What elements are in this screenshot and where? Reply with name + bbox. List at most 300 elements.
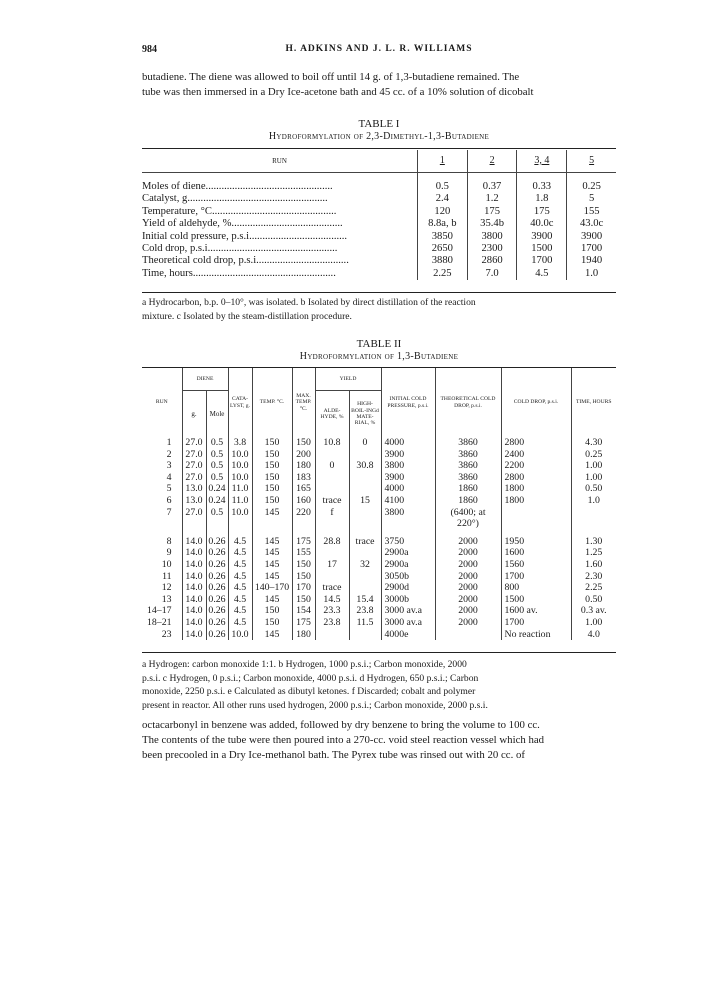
cell-value: 0.25	[567, 181, 616, 193]
table1-row	[142, 243, 616, 255]
cell-value: 120	[417, 206, 467, 218]
cell-value: 23.3	[315, 605, 349, 617]
cell-value: 4000e	[381, 629, 435, 641]
cell-value	[501, 518, 571, 530]
cell-value: 14–17	[147, 605, 172, 617]
cell-value: 150	[252, 449, 292, 461]
cell-value: 5	[166, 483, 172, 495]
cell-value: 1.0	[571, 495, 616, 507]
table1-top-rule	[142, 148, 616, 149]
cell-value: 145	[252, 629, 292, 641]
cell-value: 4.5	[517, 268, 567, 280]
cell-value: 1600	[501, 547, 571, 559]
cell-value: 15	[349, 495, 381, 507]
table2-row	[142, 472, 616, 484]
cell-value: 17	[315, 559, 349, 571]
cell-value	[315, 483, 349, 495]
cell-value: 150	[252, 472, 292, 484]
table2-body	[142, 437, 616, 640]
row-label: Theoretical cold drop, p.s.i...................................	[142, 255, 349, 267]
cell-value	[435, 629, 501, 641]
cell-value: 1.00	[571, 472, 616, 484]
footnote-line: a Hydrocarbon, b.p. 0–10°, was isolated. b Isolated by direct distillation of the reaction	[142, 297, 476, 308]
cell-value: 14.0	[182, 582, 206, 594]
text-line: The contents of the tube were then poured into a 270-cc. void steel reaction vessel which had	[142, 734, 545, 746]
cell-value: 0.26	[206, 547, 228, 559]
table2-row	[142, 449, 616, 461]
cell-value: 3860	[435, 437, 501, 449]
cell-value	[315, 629, 349, 641]
table1-run-col: 1	[417, 150, 467, 173]
cell-value: 1940	[567, 255, 616, 267]
cell-value: 2800	[501, 437, 571, 449]
cell-value: 4.5	[228, 605, 252, 617]
text-line: been precooled in a Dry Ice-methanol bath. The Pyrex tube was rinsed out with 20 cc. of	[142, 749, 525, 761]
table2-row	[142, 617, 616, 629]
cell-value	[315, 449, 349, 461]
cell-value: 1860	[435, 483, 501, 495]
cell-value: 220°)	[435, 518, 501, 530]
cell-value: 1.25	[571, 547, 616, 559]
cell-value: 14.0	[182, 559, 206, 571]
cell-value	[206, 518, 228, 530]
cell-value: 155	[567, 206, 616, 218]
running-head: H. ADKINS AND J. L. R. WILLIAMS	[285, 44, 473, 54]
cell-value: 150	[292, 559, 315, 571]
cell-value: 150	[252, 460, 292, 472]
cell-value: 1	[166, 437, 172, 448]
row-label: Cold drop, p.s.i.................................................	[142, 243, 338, 255]
cell-value: 2800	[501, 472, 571, 484]
cell-value: 3.8	[228, 437, 252, 449]
cell-value	[315, 571, 349, 583]
cell-value: 2200	[501, 460, 571, 472]
cell-value: 145	[252, 507, 292, 519]
cell-value: 175	[292, 536, 315, 548]
cell-value: 150	[292, 571, 315, 583]
table2-footnote	[142, 658, 616, 712]
cell-value: trace	[315, 582, 349, 594]
cell-value: 180	[292, 629, 315, 641]
cell-value: trace	[315, 495, 349, 507]
cell-value: 27.0	[182, 507, 206, 519]
table1-subtitle: Hydroformylation of 2,3-Dimethyl-1,3-Butadiene	[268, 131, 490, 142]
cell-value: 13.0	[182, 483, 206, 495]
cell-value: 2.25	[417, 268, 467, 280]
cell-value: 2300	[467, 243, 517, 255]
cell-value: 3000 av.a	[381, 605, 435, 617]
cell-value: 1600 av.	[501, 605, 571, 617]
cell-value: 10.8	[315, 437, 349, 449]
cell-value: 1860	[435, 495, 501, 507]
cell-value	[571, 507, 616, 519]
footnote-line: monoxide, 2250 p.s.i. e Calculated as dibutyl ketones. f Discarded; cobalt and polymer	[142, 686, 476, 697]
cell-value: 5	[567, 193, 616, 205]
cell-value: 1.0	[567, 268, 616, 280]
cell-value: 14.0	[182, 605, 206, 617]
cell-value: 2650	[417, 243, 467, 255]
table1-title: TABLE I	[358, 118, 400, 130]
cell-value: 3050b	[381, 571, 435, 583]
cell-value: 2400	[501, 449, 571, 461]
cell-value: 27.0	[182, 472, 206, 484]
closing-paragraph	[142, 718, 616, 763]
col-cold-drop: COLD DROP, p.s.i.	[501, 368, 571, 437]
cell-value	[315, 518, 349, 530]
text-line: butadiene. The diene was allowed to boil off until 14 g. of 1,3-butadiene remained. The	[142, 71, 520, 83]
cell-value: 1700	[567, 243, 616, 255]
cell-value: 3860	[435, 472, 501, 484]
footnote-line: present in reactor. All other runs used hydrogen, 2000 p.s.i.; Carbon monoxide, 2000 p.s.i.	[142, 699, 488, 711]
cell-value: 3900	[517, 231, 567, 243]
table1-run-col: 3, 4	[517, 150, 567, 173]
cell-value	[315, 472, 349, 484]
cell-value: 11.5	[349, 617, 381, 629]
intro-paragraph	[142, 70, 616, 100]
cell-value: 2.25	[571, 582, 616, 594]
cell-value: f	[315, 507, 349, 519]
cell-value	[381, 518, 435, 530]
cell-value: 1.8	[517, 193, 567, 205]
table2-row	[142, 629, 616, 641]
cell-value: 3750	[381, 536, 435, 548]
footnote-line: p.s.i. c Hydrogen, 0 p.s.i.; Carbon monoxide, 4000 p.s.i. d Hydrogen, 650 p.s.i.; Carbon	[142, 672, 479, 684]
footnote-line: a Hydrogen: carbon monoxide 1:1. b Hydrogen, 1000 p.s.i.; Carbon monoxide, 2000	[142, 659, 467, 670]
cell-value: 1700	[517, 255, 567, 267]
cell-value: 13.0	[182, 495, 206, 507]
col-theoretical-drop: THEORETICAL COLD DROP, p.s.i.	[435, 368, 501, 437]
cell-value: 10.0	[228, 449, 252, 461]
cell-value: 145	[252, 571, 292, 583]
cell-value: 175	[467, 206, 517, 218]
cell-value	[349, 472, 381, 484]
table2-row	[142, 582, 616, 594]
table2-row	[142, 507, 616, 519]
cell-value: 160	[292, 495, 315, 507]
text-line: tube was then immersed in a Dry Ice-acetone bath and 45 cc. of a 10% solution of dicobalt	[142, 86, 534, 98]
cell-value: 4100	[381, 495, 435, 507]
cell-value	[349, 629, 381, 641]
cell-value	[349, 518, 381, 530]
cell-value: 2000	[435, 594, 501, 606]
row-label: Initial cold pressure, p.s.i.....................................	[142, 230, 348, 242]
cell-value: 3860	[435, 449, 501, 461]
cell-value: 3900	[567, 231, 616, 243]
cell-value: 154	[292, 605, 315, 617]
footnote-line: mixture. c Isolated by the steam-distillation procedure.	[142, 310, 352, 322]
cell-value: 140–170	[252, 582, 292, 594]
cell-value: 170	[292, 582, 315, 594]
cell-value: 220	[292, 507, 315, 519]
cell-value: 0.26	[206, 571, 228, 583]
text-line: octacarbonyl in benzene was added, followed by dry benzene to bring the volume to 100 cc.	[142, 719, 540, 731]
cell-value: 0	[349, 437, 381, 449]
col-max-temp: MAX. TEMP. °C.	[292, 368, 315, 437]
table1-row	[142, 218, 616, 230]
cell-value: 3000 av.a	[381, 617, 435, 629]
cell-value: 10.0	[228, 507, 252, 519]
cell-value: 150	[252, 437, 292, 449]
cell-value: 150	[252, 605, 292, 617]
cell-value: 23.8	[315, 617, 349, 629]
cell-value	[501, 507, 571, 519]
cell-value: 3000b	[381, 594, 435, 606]
cell-value: 23.8	[349, 605, 381, 617]
cell-value: 0.5	[206, 460, 228, 472]
cell-value: 0.25	[571, 449, 616, 461]
cell-value: 0.37	[467, 181, 517, 193]
cell-value: 11.0	[228, 495, 252, 507]
cell-value: 32	[349, 559, 381, 571]
cell-value: 145	[252, 559, 292, 571]
table1-row	[142, 231, 616, 243]
cell-value: 10	[161, 558, 172, 570]
cell-value: 0.5	[206, 449, 228, 461]
cell-value: 3850	[417, 231, 467, 243]
cell-value: 0.26	[206, 582, 228, 594]
cell-value: 4	[166, 471, 172, 483]
cell-value: 3	[166, 460, 172, 472]
cell-value: 0.5	[206, 437, 228, 449]
table1	[142, 150, 616, 280]
cell-value: 2000	[435, 547, 501, 559]
cell-value: 0.26	[206, 536, 228, 548]
cell-value: 3800	[467, 231, 517, 243]
cell-value: 2000	[435, 582, 501, 594]
cell-value: 2900a	[381, 559, 435, 571]
col-yield: YIELD	[315, 368, 381, 391]
table2-row	[142, 559, 616, 571]
cell-value: No reaction	[501, 629, 571, 641]
cell-value: 2000	[435, 605, 501, 617]
cell-value: 0.24	[206, 495, 228, 507]
table1-run-col: 5	[567, 150, 616, 173]
cell-value: 3880	[417, 255, 467, 267]
cell-value: 15.4	[349, 594, 381, 606]
cell-value: 9	[166, 547, 172, 559]
cell-value: 23	[161, 628, 172, 640]
cell-value	[315, 547, 349, 559]
cell-value: 1950	[501, 536, 571, 548]
cell-value: 4.5	[228, 571, 252, 583]
row-label: Catalyst, g.....................................................	[142, 193, 328, 205]
table1-row	[142, 193, 616, 205]
table2-row	[142, 605, 616, 617]
cell-value	[571, 518, 616, 530]
cell-value: (6400; at	[435, 507, 501, 519]
table1-run-header: RUN	[142, 150, 417, 173]
table1-run-col: 2	[467, 150, 517, 173]
cell-value	[349, 547, 381, 559]
table2-row	[142, 536, 616, 548]
cell-value: 4.5	[228, 617, 252, 629]
cell-value: 1.60	[571, 559, 616, 571]
cell-value: 0.5	[206, 507, 228, 519]
cell-value: 27.0	[182, 449, 206, 461]
cell-value: 3800	[381, 460, 435, 472]
cell-value: 1560	[501, 559, 571, 571]
cell-value: 1.30	[571, 536, 616, 548]
col-aldehyde: ALDE-HYDE, %	[315, 391, 349, 438]
cell-value: 2000	[435, 536, 501, 548]
cell-value: 3800	[381, 507, 435, 519]
table2-title: TABLE II	[356, 338, 402, 350]
cell-value: 4000	[381, 437, 435, 449]
cell-value: 14.5	[315, 594, 349, 606]
cell-value: 2000	[435, 571, 501, 583]
cell-value	[142, 518, 182, 530]
cell-value: 30.8	[349, 460, 381, 472]
cell-value: 150	[252, 483, 292, 495]
cell-value: 3860	[435, 460, 501, 472]
table2-row	[142, 518, 616, 530]
cell-value: 35.4b	[467, 218, 517, 230]
table2-row	[142, 571, 616, 583]
cell-value: trace	[349, 536, 381, 548]
cell-value	[349, 483, 381, 495]
cell-value: 0.26	[206, 629, 228, 641]
col-temp: TEMP. °C.	[252, 368, 292, 437]
cell-value: 2860	[467, 255, 517, 267]
cell-value: 40.0c	[517, 218, 567, 230]
cell-value: 10.0	[228, 629, 252, 641]
cell-value: 0.26	[206, 594, 228, 606]
table1-bottom-rule	[142, 292, 616, 293]
cell-value: 1.00	[571, 617, 616, 629]
cell-value: 0.3 av.	[571, 605, 616, 617]
cell-value: 1700	[501, 617, 571, 629]
cell-value: 0.24	[206, 483, 228, 495]
cell-value: 145	[252, 594, 292, 606]
cell-value: 2.4	[417, 193, 467, 205]
cell-value: 6	[166, 494, 172, 506]
row-label: Yield of aldehyde, %..........................................	[142, 218, 343, 230]
cell-value: 13	[161, 593, 172, 605]
cell-value: 0.50	[571, 594, 616, 606]
cell-value: 165	[292, 483, 315, 495]
cell-value: 2.30	[571, 571, 616, 583]
table1-body	[142, 181, 616, 280]
cell-value: 145	[252, 536, 292, 548]
cell-value	[252, 518, 292, 530]
cell-value: 4.30	[571, 437, 616, 449]
cell-value: 150	[252, 617, 292, 629]
col-time: TIME, HOURS	[571, 368, 616, 437]
cell-value: 28.8	[315, 536, 349, 548]
table1-row	[142, 181, 616, 193]
cell-value: 2000	[435, 617, 501, 629]
table2-row	[142, 460, 616, 472]
cell-value: 1.00	[571, 460, 616, 472]
cell-value: 183	[292, 472, 315, 484]
cell-value: 14.0	[182, 617, 206, 629]
cell-value	[349, 582, 381, 594]
cell-value: 0.5	[206, 472, 228, 484]
cell-value: 27.0	[182, 460, 206, 472]
cell-value: 150	[292, 437, 315, 449]
cell-value: 10.0	[228, 472, 252, 484]
table2-row	[142, 437, 616, 449]
cell-value: 43.0c	[567, 218, 616, 230]
cell-value: 0	[315, 460, 349, 472]
cell-value: 145	[252, 547, 292, 559]
cell-value: 0.26	[206, 559, 228, 571]
cell-value: 175	[517, 206, 567, 218]
table2-row	[142, 495, 616, 507]
cell-value: 1500	[501, 594, 571, 606]
cell-value: 1700	[501, 571, 571, 583]
col-high-boiling: HIGH-BOIL-INGd MATE-RIAL, %	[349, 391, 381, 438]
cell-value: 4000	[381, 483, 435, 495]
col-initial-pressure: INITIAL COLD PRESSURE, p.s.i.	[381, 368, 435, 437]
col-run: RUN	[155, 399, 168, 406]
cell-value: 14.0	[182, 536, 206, 548]
cell-value: 4.5	[228, 559, 252, 571]
cell-value: 7	[166, 506, 172, 518]
table2-row	[142, 483, 616, 495]
cell-value: 12	[161, 582, 172, 594]
table1-row	[142, 268, 616, 280]
cell-value: 14.0	[182, 547, 206, 559]
cell-value: 4.5	[228, 536, 252, 548]
cell-value	[228, 518, 252, 530]
cell-value: 150	[292, 594, 315, 606]
cell-value: 3900	[381, 449, 435, 461]
cell-value: 0.50	[571, 483, 616, 495]
cell-value: 0.33	[517, 181, 567, 193]
cell-value: 175	[292, 617, 315, 629]
row-label: Moles of diene................................................	[142, 181, 333, 192]
cell-value: 11.0	[228, 483, 252, 495]
row-label: Temperature, °C...............................................	[142, 205, 337, 217]
cell-value	[349, 449, 381, 461]
table1-row	[142, 206, 616, 218]
cell-value: 155	[292, 547, 315, 559]
table2-bottom-rule	[142, 652, 616, 653]
col-g: g.	[182, 391, 206, 438]
cell-value: 4.5	[228, 582, 252, 594]
cell-value	[349, 571, 381, 583]
cell-value: 27.0	[182, 437, 206, 449]
col-diene: DIENE	[182, 368, 228, 391]
cell-value: 4.5	[228, 547, 252, 559]
cell-value: 150	[252, 495, 292, 507]
cell-value: 1.2	[467, 193, 517, 205]
table1-row	[142, 255, 616, 267]
cell-value: 2900a	[381, 547, 435, 559]
cell-value: 1800	[501, 495, 571, 507]
table2-row	[142, 547, 616, 559]
cell-value: 14.0	[182, 629, 206, 641]
col-catalyst: CATA-LYST, g.	[228, 368, 252, 437]
table1-footnote	[142, 296, 616, 323]
row-label: Time, hours......................................................	[142, 267, 336, 279]
cell-value: 0.5	[417, 181, 467, 193]
cell-value: 10.0	[228, 460, 252, 472]
cell-value: 8	[166, 535, 172, 547]
cell-value: 1500	[517, 243, 567, 255]
cell-value: 18–21	[147, 616, 172, 628]
cell-value: 180	[292, 460, 315, 472]
table2-subtitle: Hydroformylation of 1,3-Butadiene	[299, 351, 459, 362]
cell-value: 2	[166, 448, 172, 460]
cell-value: 200	[292, 449, 315, 461]
cell-value: 14.0	[182, 571, 206, 583]
cell-value: 4.5	[228, 594, 252, 606]
cell-value	[182, 518, 206, 530]
cell-value: 7.0	[467, 268, 517, 280]
cell-value: 800	[501, 582, 571, 594]
